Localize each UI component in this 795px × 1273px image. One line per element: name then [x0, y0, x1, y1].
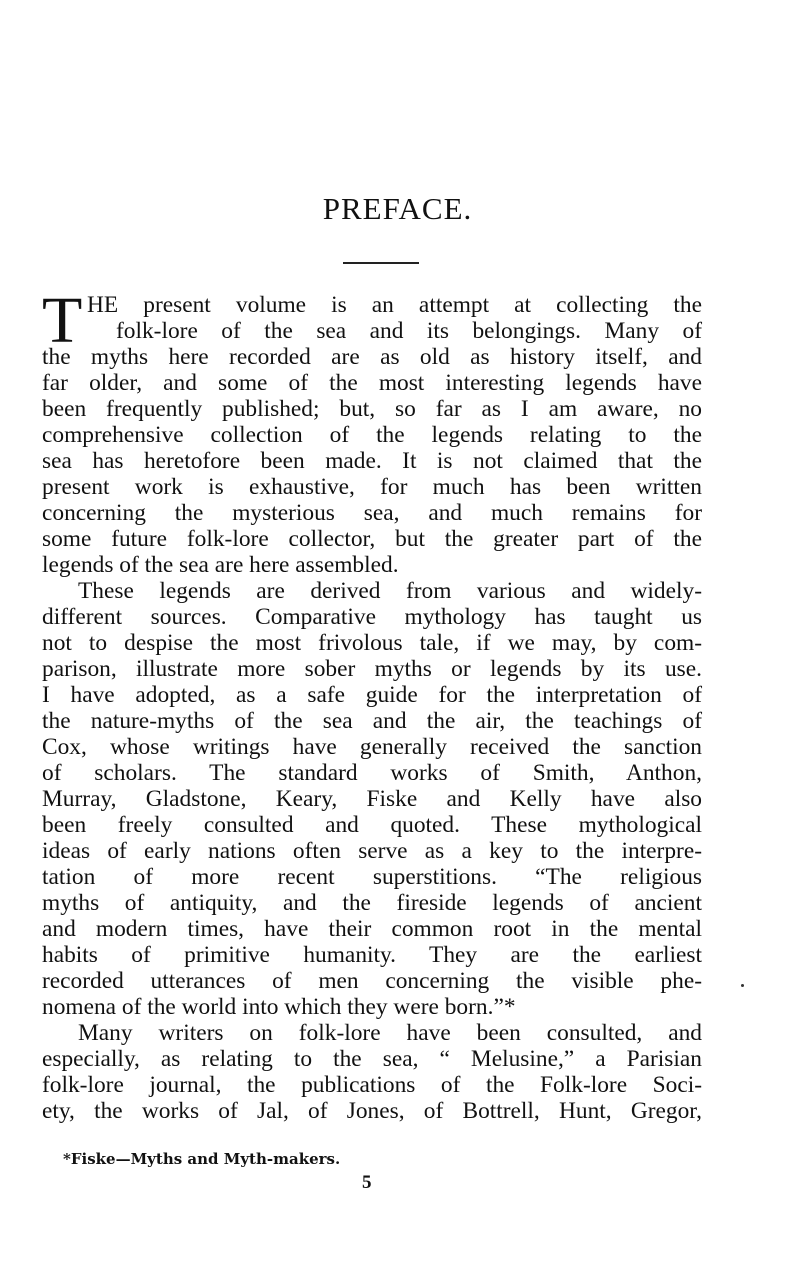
- page-title: PREFACE.: [322, 191, 473, 226]
- text-line: some future folk-lore collector, but the greater part of the: [42, 526, 702, 552]
- text-line: habits of primitive humanity. They are the earliest: [42, 942, 702, 968]
- text-line: ety, the works of Jal, of Jones, of Bottrell, Hunt, Gregor,: [42, 1098, 702, 1124]
- text-line: ideas of early nations often serve as a key to the interpre-: [42, 838, 702, 864]
- text-line: of scholars. The standard works of Smith, Anthon,: [42, 760, 702, 786]
- text-line: especially, as relating to the sea, “ Melusine,” a Parisian: [42, 1046, 702, 1072]
- text-line: tation of more recent superstitions. “The religious: [42, 864, 702, 890]
- text-line: the myths here recorded are as old as history itself, and: [42, 344, 702, 370]
- text-line: HE present volume is an attempt at collecting the: [87, 292, 702, 318]
- text-line: concerning the mysterious sea, and much remains for: [42, 500, 702, 526]
- text-line: folk-lore of the sea and its belongings. Many of: [116, 318, 702, 344]
- text-line: These legends are derived from various and widely-: [78, 578, 702, 604]
- footnote: *Fiske—Myths and Myth-makers.: [63, 1150, 341, 1168]
- text-line: legends of the sea are here assembled.: [42, 552, 399, 578]
- ink-speck: [741, 984, 744, 987]
- text-line: Many writers on folk-lore have been consulted, and: [78, 1020, 702, 1046]
- text-line: Cox, whose writings have generally received the sanction: [42, 734, 702, 760]
- text-line: different sources. Comparative mythology has taught us: [42, 604, 702, 630]
- text-line: not to despise the most frivolous tale, if we may, by com-: [42, 630, 702, 656]
- text-line: and modern times, have their common root in the mental: [42, 916, 702, 942]
- drop-cap: T: [42, 284, 83, 357]
- text-line: recorded utterances of men concerning the visible phe-: [42, 968, 702, 994]
- text-line: nomena of the world into which they were born.”*: [42, 994, 516, 1020]
- page-number: 5: [362, 1172, 372, 1193]
- text-line: far older, and some of the most interesting legends have: [42, 370, 702, 396]
- title-rule: [343, 262, 419, 264]
- text-line: myths of antiquity, and the fireside legends of ancient: [42, 890, 702, 916]
- text-line: the nature-myths of the sea and the air, the teachings of: [42, 708, 702, 734]
- text-line: parison, illustrate more sober myths or legends by its use.: [42, 656, 702, 682]
- text-line: present work is exhaustive, for much has been written: [42, 474, 702, 500]
- text-line: been freely consulted and quoted. These mythological: [42, 812, 702, 838]
- text-line: I have adopted, as a safe guide for the interpretation of: [42, 682, 702, 708]
- text-line: been frequently published; but, so far as I am aware, no: [42, 396, 702, 422]
- text-line: folk-lore journal, the publications of the Folk-lore Soci-: [42, 1072, 702, 1098]
- text-line: comprehensive collection of the legends relating to the: [42, 422, 702, 448]
- text-line: sea has heretofore been made. It is not claimed that the: [42, 448, 702, 474]
- text-line: Murray, Gladstone, Keary, Fiske and Kelly have also: [42, 786, 702, 812]
